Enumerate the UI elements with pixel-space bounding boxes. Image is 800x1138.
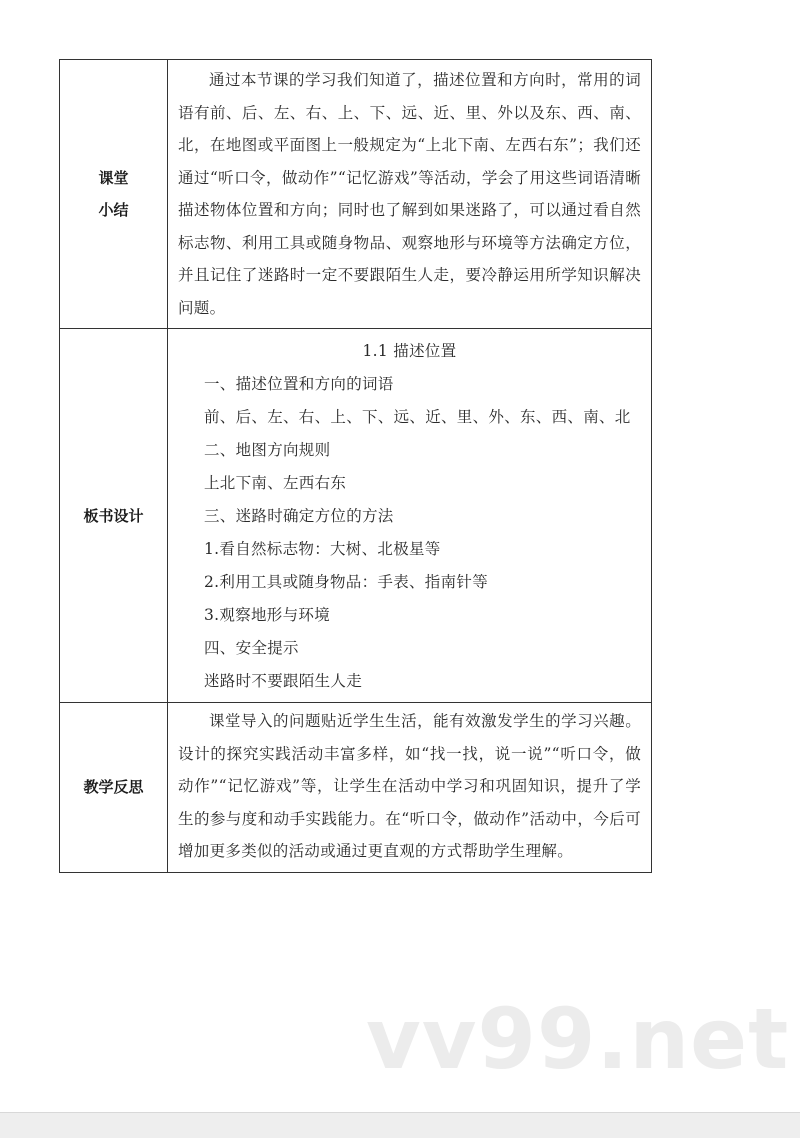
- reflection-text: 课堂导入的问题贴近学生生活，能有效激发学生的学习兴趣。设计的探究实践活动丰富多样，如“找一找，说一说”“听口令，做动作”“记忆游戏”等，让学生在活动中学习和巩固知识，提升了学生的参与度和动手实践能力。在“听口令，做动作”活动中，今后可增加更多类似的活动或通过更直观的方式帮助学生理解。: [178, 712, 641, 860]
- board-line: 三、迷路时确定方位的方法: [204, 507, 394, 525]
- reflection-content-cell: [168, 703, 652, 873]
- watermark: vv99.net: [366, 990, 790, 1088]
- viewer-bottom-bar: [0, 1112, 800, 1138]
- summary-text: 通过本节课的学习我们知道了，描述位置和方向时，常用的词语有前、后、左、右、上、下、远、近、里、外以及东、西、南、北，在地图或平面图上一般规定为“上北下南、左西右东”；我们还通过“听口令，做动作”“记忆游戏”等活动，学会了用这些词语清晰描述物体位置和方向；同时也了解到如果迷路了，可以通过看自然标志物、利用工具或随身物品、观察地形与环境等方法确定方位，并且记住了迷路时一定不要跟陌生人走，要冷静运用所学知识解决问题。: [178, 71, 641, 317]
- board-row: [60, 329, 652, 703]
- board-line: 四、安全提示: [204, 639, 299, 657]
- board-line: 1.看自然标志物：大树、北极星等: [204, 540, 441, 558]
- board-line: 前、后、左、右、上、下、远、近、里、外、东、西、南、北: [204, 408, 631, 426]
- board-line: 一、描述位置和方向的词语: [204, 375, 394, 393]
- reflection-row: [60, 703, 652, 873]
- board-content-cell: [168, 329, 652, 703]
- summary-label-line2: 小结: [98, 201, 129, 219]
- board-line: 二、地图方向规则: [204, 441, 331, 459]
- summary-label-line1: 课堂: [98, 169, 129, 187]
- reflection-label: 教学反思: [60, 703, 168, 873]
- board-line: 3.观察地形与环境: [204, 606, 330, 624]
- board-design: [168, 329, 651, 702]
- board-line: 上北下南、左西右东: [204, 474, 347, 492]
- summary-row: [60, 60, 652, 329]
- summary-label-cell: [60, 60, 168, 329]
- board-line: 迷路时不要跟陌生人走: [204, 672, 363, 690]
- board-label: 板书设计: [60, 329, 168, 703]
- board-line: 2.利用工具或随身物品：手表、指南针等: [204, 573, 488, 591]
- lesson-plan-table: [59, 59, 652, 873]
- board-title: 1.1 描述位置: [362, 342, 457, 360]
- summary-content-cell: [168, 60, 652, 329]
